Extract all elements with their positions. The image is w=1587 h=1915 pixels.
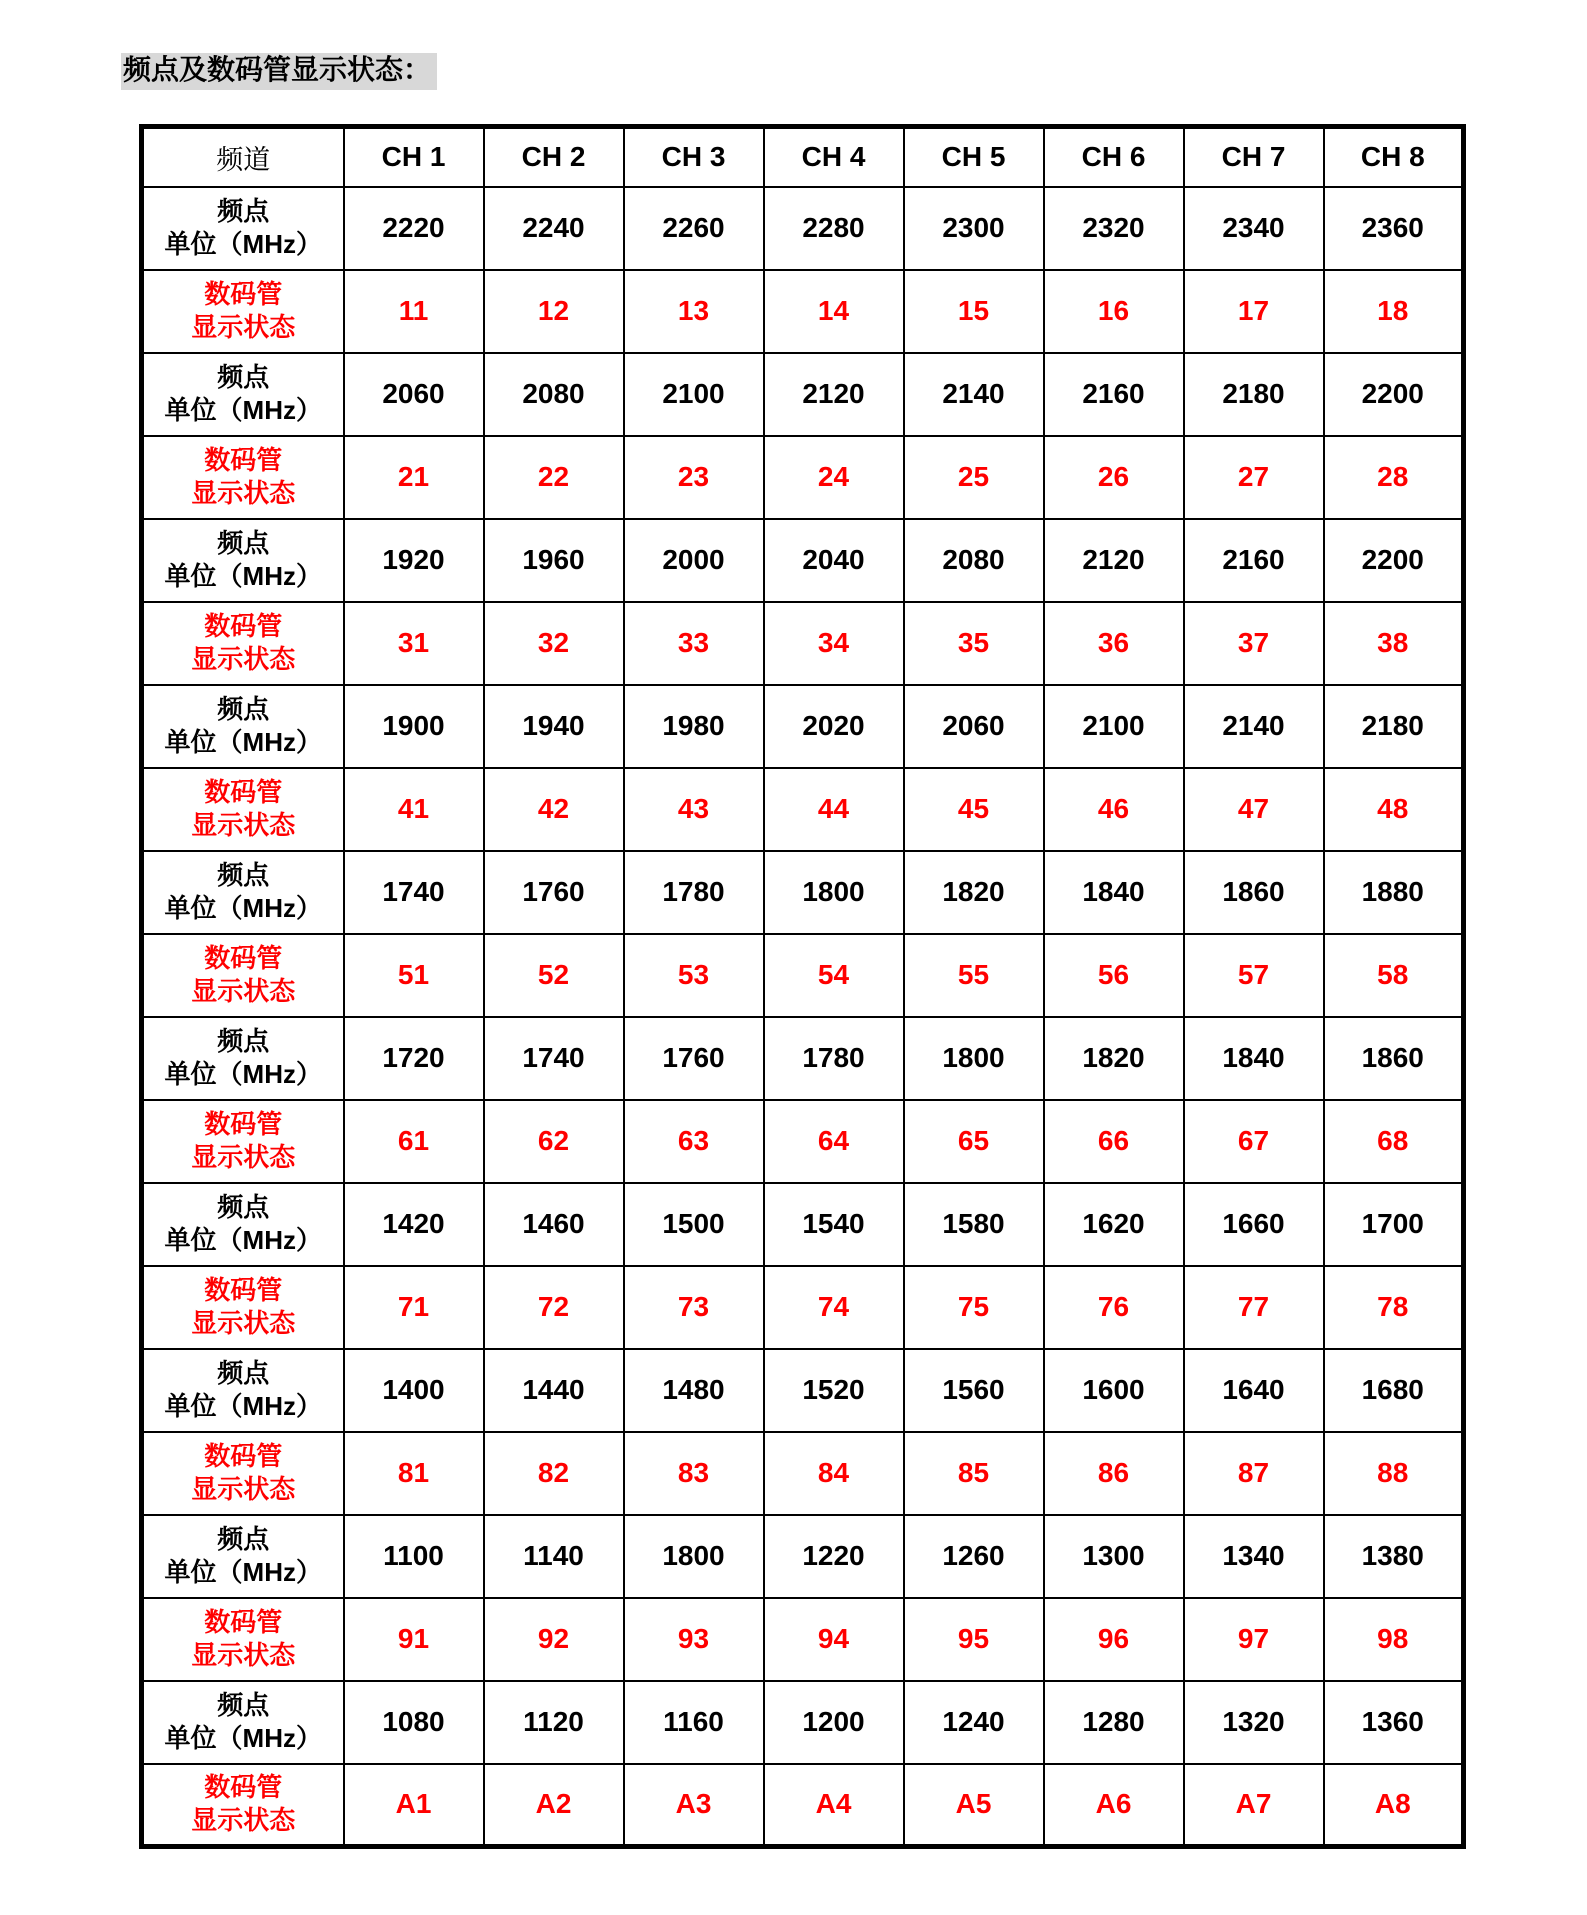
display-value: 63 xyxy=(624,1100,764,1183)
freq-value: 1140 xyxy=(484,1515,624,1598)
display-value: 96 xyxy=(1044,1598,1184,1681)
display-value: 87 xyxy=(1184,1432,1324,1515)
freq-row-label-8-line1: 频点 xyxy=(217,1358,270,1388)
display-value: 24 xyxy=(764,436,904,519)
display-row-label-1-line2: 显示状态 xyxy=(191,312,296,342)
freq-value: 1300 xyxy=(1044,1515,1184,1598)
display-value: 12 xyxy=(484,270,624,353)
display-value: A7 xyxy=(1184,1764,1324,1847)
page-title: 频点及数码管显示状态： xyxy=(121,53,437,90)
display-row-2 xyxy=(142,436,1464,519)
display-value: 26 xyxy=(1044,436,1184,519)
display-value: 23 xyxy=(624,436,764,519)
freq-value: 1320 xyxy=(1184,1681,1324,1764)
freq-row-4 xyxy=(142,685,1464,768)
display-value: 48 xyxy=(1324,768,1464,851)
display-row-label-9-line1: 数码管 xyxy=(204,1607,283,1637)
freq-value: 2260 xyxy=(624,187,764,270)
channel-header-7: CH 7 xyxy=(1184,127,1324,187)
channel-header-4: CH 4 xyxy=(764,127,904,187)
display-value: 42 xyxy=(484,768,624,851)
freq-row-2 xyxy=(142,353,1464,436)
display-value: 36 xyxy=(1044,602,1184,685)
freq-value: 1160 xyxy=(624,1681,764,1764)
freq-value: 2180 xyxy=(1324,685,1464,768)
display-value: 71 xyxy=(344,1266,484,1349)
freq-row-label-3-line1: 频点 xyxy=(217,528,270,558)
freq-row-label-4-line1: 频点 xyxy=(217,694,270,724)
display-row-10 xyxy=(142,1764,1464,1847)
freq-value: 2160 xyxy=(1184,519,1324,602)
freq-value: 2320 xyxy=(1044,187,1184,270)
display-value: 76 xyxy=(1044,1266,1184,1349)
channel-header-8: CH 8 xyxy=(1324,127,1464,187)
display-value: 18 xyxy=(1324,270,1464,353)
freq-row-label-7-line2: 单位（MHz） xyxy=(164,1225,322,1255)
display-value: 74 xyxy=(764,1266,904,1349)
display-value: 92 xyxy=(484,1598,624,1681)
freq-row-9 xyxy=(142,1515,1464,1598)
freq-row-label-5-line2: 单位（MHz） xyxy=(164,893,322,923)
freq-value: 1920 xyxy=(344,519,484,602)
freq-row-label-10-line2: 单位（MHz） xyxy=(164,1723,322,1753)
display-value: 37 xyxy=(1184,602,1324,685)
display-value: 32 xyxy=(484,602,624,685)
freq-row-label-2 xyxy=(142,353,344,436)
freq-value: 2020 xyxy=(764,685,904,768)
freq-row-label-7-line1: 频点 xyxy=(217,1192,270,1222)
display-row-label-8-line1: 数码管 xyxy=(204,1441,283,1471)
freq-value: 2100 xyxy=(1044,685,1184,768)
freq-value: 2360 xyxy=(1324,187,1464,270)
freq-value: 1860 xyxy=(1324,1017,1464,1100)
freq-value: 1740 xyxy=(484,1017,624,1100)
freq-row-label-2-line1: 频点 xyxy=(217,362,270,392)
display-row-8 xyxy=(142,1432,1464,1515)
display-value: 55 xyxy=(904,934,1044,1017)
display-value: 56 xyxy=(1044,934,1184,1017)
display-value: 57 xyxy=(1184,934,1324,1017)
display-value: A2 xyxy=(484,1764,624,1847)
freq-value: 1940 xyxy=(484,685,624,768)
freq-value: 1520 xyxy=(764,1349,904,1432)
freq-row-label-9-line2: 单位（MHz） xyxy=(164,1557,322,1587)
display-row-label-8-line2: 显示状态 xyxy=(191,1474,296,1504)
display-row-label-5 xyxy=(142,934,344,1017)
display-row-label-9 xyxy=(142,1598,344,1681)
freq-value: 1780 xyxy=(764,1017,904,1100)
freq-value: 1120 xyxy=(484,1681,624,1764)
display-value: 21 xyxy=(344,436,484,519)
freq-row-10 xyxy=(142,1681,1464,1764)
display-value: 13 xyxy=(624,270,764,353)
channel-header-2: CH 2 xyxy=(484,127,624,187)
freq-value: 1400 xyxy=(344,1349,484,1432)
display-value: 82 xyxy=(484,1432,624,1515)
freq-row-label-1-line2: 单位（MHz） xyxy=(164,229,322,259)
display-value: A6 xyxy=(1044,1764,1184,1847)
freq-value: 2200 xyxy=(1324,353,1464,436)
display-row-label-4-line2: 显示状态 xyxy=(191,810,296,840)
freq-value: 1600 xyxy=(1044,1349,1184,1432)
display-value: 95 xyxy=(904,1598,1044,1681)
display-row-1 xyxy=(142,270,1464,353)
display-value: 58 xyxy=(1324,934,1464,1017)
freq-row-label-9 xyxy=(142,1515,344,1598)
freq-row-label-10 xyxy=(142,1681,344,1764)
display-value: 52 xyxy=(484,934,624,1017)
freq-value: 1100 xyxy=(344,1515,484,1598)
display-value: 65 xyxy=(904,1100,1044,1183)
freq-value: 2300 xyxy=(904,187,1044,270)
freq-value: 2180 xyxy=(1184,353,1324,436)
freq-row-label-10-line1: 频点 xyxy=(217,1690,270,1720)
channel-header-5: CH 5 xyxy=(904,127,1044,187)
display-value: 78 xyxy=(1324,1266,1464,1349)
freq-value: 1640 xyxy=(1184,1349,1324,1432)
display-value: 43 xyxy=(624,768,764,851)
freq-value: 2060 xyxy=(344,353,484,436)
freq-row-6 xyxy=(142,1017,1464,1100)
freq-row-5 xyxy=(142,851,1464,934)
freq-value: 2160 xyxy=(1044,353,1184,436)
freq-value: 2120 xyxy=(1044,519,1184,602)
display-value: A3 xyxy=(624,1764,764,1847)
display-row-label-4-line1: 数码管 xyxy=(204,777,283,807)
freq-value: 2060 xyxy=(904,685,1044,768)
display-row-label-8 xyxy=(142,1432,344,1515)
freq-value: 1380 xyxy=(1324,1515,1464,1598)
freq-row-label-6-line2: 单位（MHz） xyxy=(164,1059,322,1089)
frequency-table xyxy=(139,124,1466,1849)
freq-row-label-6-line1: 频点 xyxy=(217,1026,270,1056)
display-row-label-1 xyxy=(142,270,344,353)
display-value: 31 xyxy=(344,602,484,685)
freq-value: 2240 xyxy=(484,187,624,270)
display-row-label-5-line1: 数码管 xyxy=(204,943,283,973)
display-row-label-10-line2: 显示状态 xyxy=(191,1805,296,1836)
display-value: 75 xyxy=(904,1266,1044,1349)
freq-row-label-4 xyxy=(142,685,344,768)
display-value: 27 xyxy=(1184,436,1324,519)
display-value: 62 xyxy=(484,1100,624,1183)
freq-value: 1240 xyxy=(904,1681,1044,1764)
display-value: 72 xyxy=(484,1266,624,1349)
display-row-label-1-line1: 数码管 xyxy=(204,279,283,309)
display-value: 34 xyxy=(764,602,904,685)
display-row-label-5-line2: 显示状态 xyxy=(191,976,296,1006)
freq-value: 2100 xyxy=(624,353,764,436)
display-value: 47 xyxy=(1184,768,1324,851)
display-value: 54 xyxy=(764,934,904,1017)
freq-row-label-2-line2: 单位（MHz） xyxy=(164,395,322,425)
freq-row-7 xyxy=(142,1183,1464,1266)
display-row-label-6-line1: 数码管 xyxy=(204,1109,283,1139)
display-value: 66 xyxy=(1044,1100,1184,1183)
channel-header-3: CH 3 xyxy=(624,127,764,187)
display-value: 64 xyxy=(764,1100,904,1183)
display-row-label-2-line1: 数码管 xyxy=(204,445,283,475)
display-value: 53 xyxy=(624,934,764,1017)
freq-value: 1620 xyxy=(1044,1183,1184,1266)
freq-row-label-7 xyxy=(142,1183,344,1266)
display-value: 51 xyxy=(344,934,484,1017)
freq-value: 2080 xyxy=(484,353,624,436)
freq-value: 1460 xyxy=(484,1183,624,1266)
display-row-label-9-line2: 显示状态 xyxy=(191,1640,296,1670)
freq-value: 1900 xyxy=(344,685,484,768)
channel-column-label: 频道 xyxy=(142,127,344,187)
display-value: 97 xyxy=(1184,1598,1324,1681)
freq-value: 1720 xyxy=(344,1017,484,1100)
display-row-7 xyxy=(142,1266,1464,1349)
display-value: 77 xyxy=(1184,1266,1324,1349)
display-value: 11 xyxy=(344,270,484,353)
freq-row-label-5 xyxy=(142,851,344,934)
freq-value: 1800 xyxy=(624,1515,764,1598)
freq-row-label-3-line2: 单位（MHz） xyxy=(164,561,322,591)
display-row-label-2-line2: 显示状态 xyxy=(191,478,296,508)
display-row-9 xyxy=(142,1598,1464,1681)
display-value: 41 xyxy=(344,768,484,851)
display-value: A5 xyxy=(904,1764,1044,1847)
freq-value: 1280 xyxy=(1044,1681,1184,1764)
display-row-label-7-line2: 显示状态 xyxy=(191,1308,296,1338)
display-value: 98 xyxy=(1324,1598,1464,1681)
display-row-label-2 xyxy=(142,436,344,519)
display-row-label-3 xyxy=(142,602,344,685)
display-value: 91 xyxy=(344,1598,484,1681)
display-value: 73 xyxy=(624,1266,764,1349)
channel-header-1: CH 1 xyxy=(344,127,484,187)
freq-value: 2120 xyxy=(764,353,904,436)
display-row-label-10 xyxy=(142,1764,344,1847)
freq-value: 1700 xyxy=(1324,1183,1464,1266)
display-row-label-3-line1: 数码管 xyxy=(204,611,283,641)
display-value: 35 xyxy=(904,602,1044,685)
display-row-label-4 xyxy=(142,768,344,851)
table-header xyxy=(142,127,1464,187)
freq-value: 1800 xyxy=(904,1017,1044,1100)
freq-value: 1760 xyxy=(484,851,624,934)
display-value: 22 xyxy=(484,436,624,519)
freq-value: 2140 xyxy=(1184,685,1324,768)
freq-value: 1480 xyxy=(624,1349,764,1432)
display-row-5 xyxy=(142,934,1464,1017)
display-value: 93 xyxy=(624,1598,764,1681)
freq-value: 1980 xyxy=(624,685,764,768)
freq-row-label-9-line1: 频点 xyxy=(217,1524,270,1554)
display-row-label-6 xyxy=(142,1100,344,1183)
display-value: 84 xyxy=(764,1432,904,1515)
freq-value: 1780 xyxy=(624,851,764,934)
freq-value: 1680 xyxy=(1324,1349,1464,1432)
display-value: 46 xyxy=(1044,768,1184,851)
freq-value: 2200 xyxy=(1324,519,1464,602)
freq-row-3 xyxy=(142,519,1464,602)
freq-value: 1560 xyxy=(904,1349,1044,1432)
display-value: 61 xyxy=(344,1100,484,1183)
freq-value: 1500 xyxy=(624,1183,764,1266)
freq-row-label-6 xyxy=(142,1017,344,1100)
freq-value: 2000 xyxy=(624,519,764,602)
display-value: 28 xyxy=(1324,436,1464,519)
display-row-label-3-line2: 显示状态 xyxy=(191,644,296,674)
display-row-3 xyxy=(142,602,1464,685)
freq-value: 1420 xyxy=(344,1183,484,1266)
freq-row-1 xyxy=(142,187,1464,270)
freq-value: 1880 xyxy=(1324,851,1464,934)
display-row-label-6-line2: 显示状态 xyxy=(191,1142,296,1172)
display-value: 88 xyxy=(1324,1432,1464,1515)
freq-value: 1820 xyxy=(1044,1017,1184,1100)
table-body xyxy=(142,187,1464,1847)
freq-value: 2140 xyxy=(904,353,1044,436)
freq-value: 1260 xyxy=(904,1515,1044,1598)
freq-row-label-5-line1: 频点 xyxy=(217,860,270,890)
freq-row-label-3 xyxy=(142,519,344,602)
freq-value: 1220 xyxy=(764,1515,904,1598)
freq-value: 2220 xyxy=(344,187,484,270)
display-value: 15 xyxy=(904,270,1044,353)
display-value: 68 xyxy=(1324,1100,1464,1183)
freq-value: 2280 xyxy=(764,187,904,270)
display-value: 45 xyxy=(904,768,1044,851)
display-value: 38 xyxy=(1324,602,1464,685)
display-value: 83 xyxy=(624,1432,764,1515)
freq-value: 1840 xyxy=(1044,851,1184,934)
freq-value: 1860 xyxy=(1184,851,1324,934)
freq-row-label-1-line1: 频点 xyxy=(217,196,270,226)
freq-row-label-1 xyxy=(142,187,344,270)
display-row-4 xyxy=(142,768,1464,851)
freq-row-label-8-line2: 单位（MHz） xyxy=(164,1391,322,1421)
display-value: A8 xyxy=(1324,1764,1464,1847)
display-value: 86 xyxy=(1044,1432,1184,1515)
freq-value: 1840 xyxy=(1184,1017,1324,1100)
display-value: A1 xyxy=(344,1764,484,1847)
display-value: 33 xyxy=(624,602,764,685)
freq-value: 1760 xyxy=(624,1017,764,1100)
freq-value: 2340 xyxy=(1184,187,1324,270)
freq-value: 1340 xyxy=(1184,1515,1324,1598)
display-value: 25 xyxy=(904,436,1044,519)
freq-value: 1440 xyxy=(484,1349,624,1432)
freq-value: 2080 xyxy=(904,519,1044,602)
freq-value: 2040 xyxy=(764,519,904,602)
display-row-6 xyxy=(142,1100,1464,1183)
freq-row-8 xyxy=(142,1349,1464,1432)
freq-value: 1960 xyxy=(484,519,624,602)
display-value: 67 xyxy=(1184,1100,1324,1183)
freq-row-label-8 xyxy=(142,1349,344,1432)
freq-value: 1660 xyxy=(1184,1183,1324,1266)
display-row-label-7 xyxy=(142,1266,344,1349)
display-row-label-10-line1: 数码管 xyxy=(204,1772,283,1803)
freq-value: 1080 xyxy=(344,1681,484,1764)
header-row xyxy=(142,127,1464,187)
display-value: 44 xyxy=(764,768,904,851)
freq-value: 1800 xyxy=(764,851,904,934)
channel-header-6: CH 6 xyxy=(1044,127,1184,187)
display-value: 16 xyxy=(1044,270,1184,353)
display-value: 14 xyxy=(764,270,904,353)
display-value: 94 xyxy=(764,1598,904,1681)
freq-value: 1200 xyxy=(764,1681,904,1764)
display-value: 85 xyxy=(904,1432,1044,1515)
freq-value: 1580 xyxy=(904,1183,1044,1266)
display-row-label-7-line1: 数码管 xyxy=(204,1275,283,1305)
freq-value: 1820 xyxy=(904,851,1044,934)
freq-value: 1360 xyxy=(1324,1681,1464,1764)
display-value: A4 xyxy=(764,1764,904,1847)
freq-value: 1740 xyxy=(344,851,484,934)
display-value: 17 xyxy=(1184,270,1324,353)
freq-row-label-4-line2: 单位（MHz） xyxy=(164,727,322,757)
freq-value: 1540 xyxy=(764,1183,904,1266)
display-value: 81 xyxy=(344,1432,484,1515)
